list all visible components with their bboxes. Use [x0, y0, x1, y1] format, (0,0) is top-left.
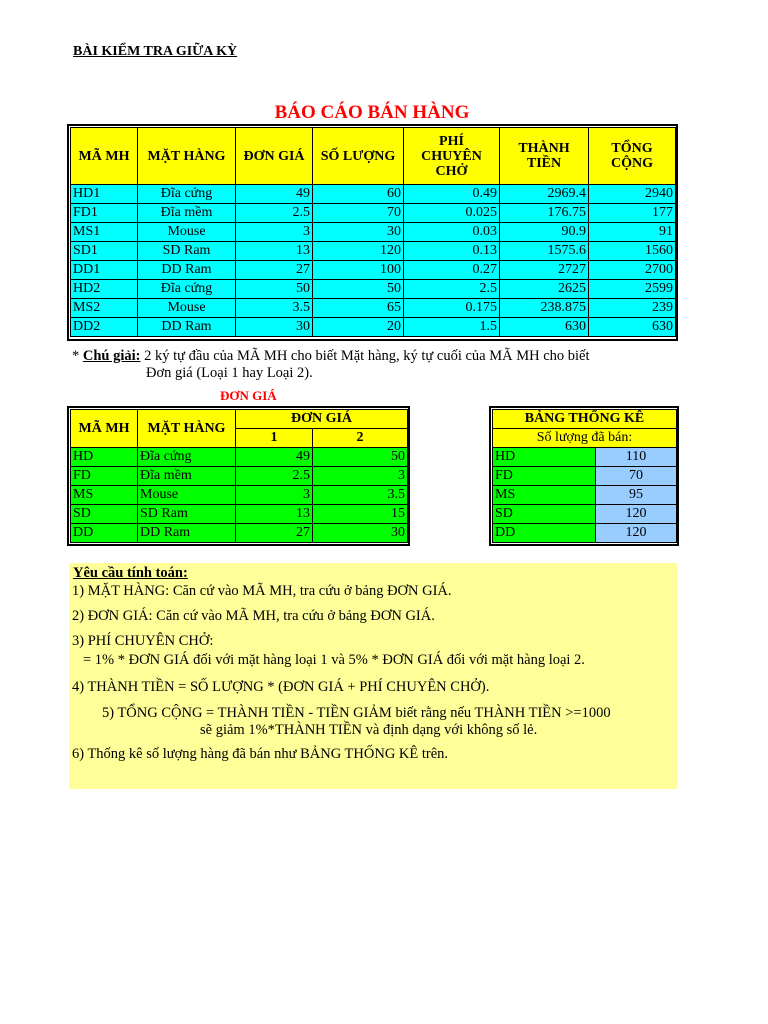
requirements-box [69, 563, 677, 789]
price-cell-don-gia-1[interactable]: 49 [236, 448, 313, 467]
cell-tong-cong[interactable]: 2940 [589, 185, 676, 204]
price-cell-ma-mh[interactable]: SD [71, 505, 138, 524]
table-row [71, 486, 408, 505]
price-cell-mat-hang[interactable]: DD Ram [138, 524, 236, 543]
cell-mat-hang[interactable]: SD Ram [138, 242, 236, 261]
cell-ma-mh[interactable]: MS2 [71, 299, 138, 318]
price-table [70, 409, 408, 543]
note-line [72, 348, 590, 365]
requirement-4: 4) THÀNH TIỀN = SỐ LƯỢNG * (ĐƠN GIÁ + PHÍ CHUYÊN CHỞ). [72, 679, 490, 695]
report-title: BÁO CÁO BÁN HÀNG [274, 102, 470, 123]
header-so-luong[interactable]: SỐ LƯỢNG [313, 128, 404, 185]
stat-table [492, 409, 677, 543]
cell-don-gia[interactable]: 49 [236, 185, 313, 204]
price-cell-don-gia-1[interactable]: 27 [236, 524, 313, 543]
cell-don-gia[interactable]: 3 [236, 223, 313, 242]
header-don-gia[interactable]: ĐƠN GIÁ [236, 128, 313, 185]
stat-cell-code[interactable]: SD [493, 505, 596, 524]
stat-cell-code[interactable]: FD [493, 467, 596, 486]
requirement-6: 6) Thống kê số lượng hàng đã bán như BẢNG THỐNG KÊ trên. [72, 746, 449, 762]
price-cell-ma-mh[interactable]: DD [71, 524, 138, 543]
requirements-heading: Yêu cầu tính toán: [73, 565, 188, 581]
cell-so-luong[interactable]: 20 [313, 318, 404, 337]
cell-thanh-tien[interactable]: 2625 [500, 280, 589, 299]
cell-mat-hang[interactable]: DD Ram [138, 318, 236, 337]
cell-so-luong[interactable]: 70 [313, 204, 404, 223]
cell-thanh-tien[interactable]: 90.9 [500, 223, 589, 242]
cell-tong-cong[interactable]: 91 [589, 223, 676, 242]
price-header-type-2[interactable]: 2 [313, 429, 408, 448]
table-row [71, 299, 676, 318]
stat-table-frame [489, 406, 679, 546]
cell-don-gia[interactable]: 13 [236, 242, 313, 261]
cell-tong-cong[interactable]: 1560 [589, 242, 676, 261]
cell-phi-chuyen-cho[interactable]: 0.13 [404, 242, 500, 261]
stat-cell-quantity[interactable]: 120 [596, 524, 677, 543]
table-row [493, 505, 677, 524]
cell-tong-cong[interactable]: 2599 [589, 280, 676, 299]
cell-tong-cong[interactable]: 630 [589, 318, 676, 337]
cell-so-luong[interactable]: 120 [313, 242, 404, 261]
header-ma-mh[interactable]: MÃ MH [71, 128, 138, 185]
cell-ma-mh[interactable]: HD1 [71, 185, 138, 204]
cell-ma-mh[interactable]: DD2 [71, 318, 138, 337]
cell-phi-chuyen-cho[interactable]: 0.27 [404, 261, 500, 280]
cell-tong-cong[interactable]: 2700 [589, 261, 676, 280]
cell-thanh-tien[interactable]: 2727 [500, 261, 589, 280]
stat-cell-quantity[interactable]: 70 [596, 467, 677, 486]
table-header-row [71, 128, 676, 185]
stat-cell-code[interactable]: DD [493, 524, 596, 543]
requirement-3: 3) PHÍ CHUYÊN CHỞ: [72, 633, 214, 649]
sales-report-table [70, 127, 676, 337]
price-table-caption: ĐƠN GIÁ [220, 388, 277, 403]
cell-mat-hang[interactable]: Đĩa cứng [138, 185, 236, 204]
cell-ma-mh[interactable]: MS1 [71, 223, 138, 242]
header-tong-cong[interactable]: TỔNG CỘNG [589, 128, 676, 185]
cell-so-luong[interactable]: 100 [313, 261, 404, 280]
header-phi-chuyen-cho[interactable]: PHÍ CHUYÊN CHỞ [404, 128, 500, 185]
cell-phi-chuyen-cho[interactable]: 1.5 [404, 318, 500, 337]
table-row [71, 318, 676, 337]
price-cell-ma-mh[interactable]: FD [71, 467, 138, 486]
stat-cell-code[interactable]: MS [493, 486, 596, 505]
table-row [71, 467, 408, 486]
price-header-row [71, 410, 408, 429]
price-header-ma-mh[interactable]: MÃ MH [71, 410, 138, 448]
stat-cell-quantity[interactable]: 120 [596, 505, 677, 524]
note-prefix: * [72, 348, 83, 364]
table-row [71, 242, 676, 261]
requirement-3-detail: = 1% * ĐƠN GIÁ đối với mặt hàng loại 1 và 5% * ĐƠN GIÁ đối với mặt hàng loại 2. [83, 652, 585, 668]
table-row [493, 486, 677, 505]
requirement-5-detail: sẽ giảm 1%*THÀNH TIỀN và định dạng với không số lẻ. [200, 722, 538, 738]
stat-table-subtitle[interactable]: Số lượng đã bán: [493, 429, 677, 448]
table-row [71, 185, 676, 204]
price-cell-don-gia-2[interactable]: 15 [313, 505, 408, 524]
table-row [71, 261, 676, 280]
cell-tong-cong[interactable]: 177 [589, 204, 676, 223]
price-cell-don-gia-1[interactable]: 13 [236, 505, 313, 524]
requirement-5: 5) TỔNG CỘNG = THÀNH TIỀN - TIỀN GIẢM biết rằng nếu THÀNH TIỀN >=1000 [102, 705, 611, 721]
note-line-2: Đơn giá (Loại 1 hay Loại 2). [146, 365, 313, 381]
cell-phi-chuyen-cho[interactable]: 0.49 [404, 185, 500, 204]
cell-mat-hang[interactable]: Đĩa mềm [138, 204, 236, 223]
price-cell-ma-mh[interactable]: HD [71, 448, 138, 467]
cell-so-luong[interactable]: 65 [313, 299, 404, 318]
cell-phi-chuyen-cho[interactable]: 2.5 [404, 280, 500, 299]
header-mat-hang[interactable]: MẶT HÀNG [138, 128, 236, 185]
cell-phi-chuyen-cho[interactable]: 0.175 [404, 299, 500, 318]
sales-report-table-frame [67, 124, 678, 341]
stat-table-title[interactable]: BẢNG THỐNG KÊ [493, 410, 677, 429]
cell-so-luong[interactable]: 60 [313, 185, 404, 204]
price-cell-mat-hang[interactable]: SD Ram [138, 505, 236, 524]
table-row [71, 448, 408, 467]
cell-don-gia[interactable]: 3.5 [236, 299, 313, 318]
table-row [71, 280, 676, 299]
cell-mat-hang[interactable]: DD Ram [138, 261, 236, 280]
price-cell-mat-hang[interactable]: Mouse [138, 486, 236, 505]
cell-thanh-tien[interactable]: 1575.6 [500, 242, 589, 261]
note-text: 2 ký tự đầu của MÃ MH cho biết Mặt hàng, ký tự cuối của MÃ MH cho biết [140, 348, 590, 364]
cell-don-gia[interactable]: 50 [236, 280, 313, 299]
stat-cell-quantity[interactable]: 110 [596, 448, 677, 467]
price-table-frame [67, 406, 410, 546]
price-cell-ma-mh[interactable]: MS [71, 486, 138, 505]
cell-ma-mh[interactable]: HD2 [71, 280, 138, 299]
header-thanh-tien[interactable]: THÀNH TIỀN [500, 128, 589, 185]
cell-so-luong[interactable]: 50 [313, 280, 404, 299]
price-cell-don-gia-2[interactable]: 3 [313, 467, 408, 486]
cell-thanh-tien[interactable]: 630 [500, 318, 589, 337]
price-cell-mat-hang[interactable]: Đĩa cứng [138, 448, 236, 467]
requirement-1: 1) MẶT HÀNG: Căn cứ vào MÃ MH, tra cứu ở bảng ĐƠN GIÁ. [72, 583, 452, 599]
table-row [493, 448, 677, 467]
cell-thanh-tien[interactable]: 176.75 [500, 204, 589, 223]
cell-mat-hang[interactable]: Mouse [138, 223, 236, 242]
cell-phi-chuyen-cho[interactable]: 0.03 [404, 223, 500, 242]
cell-don-gia[interactable]: 30 [236, 318, 313, 337]
cell-thanh-tien[interactable]: 238.875 [500, 299, 589, 318]
table-row [71, 505, 408, 524]
cell-ma-mh[interactable]: FD1 [71, 204, 138, 223]
cell-phi-chuyen-cho[interactable]: 0.025 [404, 204, 500, 223]
price-header-type-1[interactable]: 1 [236, 429, 313, 448]
table-row [71, 524, 408, 543]
cell-ma-mh[interactable]: SD1 [71, 242, 138, 261]
note-label: Chú giải: [82, 348, 141, 364]
price-cell-don-gia-2[interactable]: 50 [313, 448, 408, 467]
cell-tong-cong[interactable]: 239 [589, 299, 676, 318]
requirement-2: 2) ĐƠN GIÁ: Căn cứ vào MÃ MH, tra cứu ở bảng ĐƠN GIÁ. [72, 608, 435, 624]
cell-ma-mh[interactable]: DD1 [71, 261, 138, 280]
stat-cell-code[interactable]: HD [493, 448, 596, 467]
price-cell-don-gia-1[interactable]: 3 [236, 486, 313, 505]
document-title: BÀI KIỂM TRA GIỮA KỲ [73, 44, 238, 59]
price-cell-don-gia-1[interactable]: 2.5 [236, 467, 313, 486]
cell-mat-hang[interactable]: Mouse [138, 299, 236, 318]
cell-mat-hang[interactable]: Đĩa cứng [138, 280, 236, 299]
table-row [493, 524, 677, 543]
table-row [71, 223, 676, 242]
cell-don-gia[interactable]: 27 [236, 261, 313, 280]
price-header-mat-hang[interactable]: MẶT HÀNG [138, 410, 236, 448]
price-cell-don-gia-2[interactable]: 30 [313, 524, 408, 543]
price-cell-mat-hang[interactable]: Đĩa mềm [138, 467, 236, 486]
stat-cell-quantity[interactable]: 95 [596, 486, 677, 505]
cell-thanh-tien[interactable]: 2969.4 [500, 185, 589, 204]
table-row [493, 467, 677, 486]
cell-so-luong[interactable]: 30 [313, 223, 404, 242]
table-row [71, 204, 676, 223]
price-cell-don-gia-2[interactable]: 3.5 [313, 486, 408, 505]
cell-don-gia[interactable]: 2.5 [236, 204, 313, 223]
price-header-don-gia[interactable]: ĐƠN GIÁ [236, 410, 408, 429]
